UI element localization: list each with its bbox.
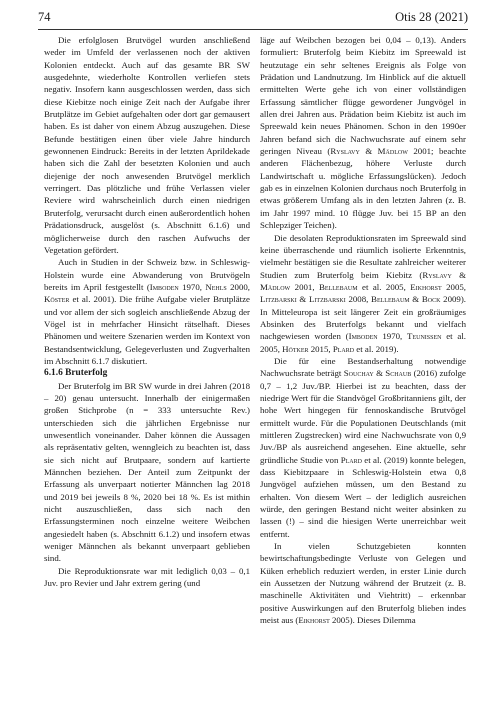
right-column <box>260 34 466 627</box>
citation-author: Litzbarski & Litzbarski <box>260 294 346 305</box>
citation-author: Nehls <box>205 281 227 292</box>
paragraph: Die für eine Bestandserhaltung notwendige Nachwuchsrate beträgt Souchay & Schaub (2016) zufolge 0,7 – 1,2 Juv./BP. Hierbei ist zu beachten, dass der niedrige Wert für die Standvögel Großbritanniens gilt, der hohe Wert hingegen für fennoskandische Brutvögel ermittelt wurde. Für die Populationen Deutschlands (mit mittleren Zugstrecken) wird eine Nachwuchsrate von 0,9 Juv./BP als ausreichend angesehen. Eine aktuelle, sehr gründliche Studie von Plard et al. (2019) konnte belegen, dass Kiebitzpaare in Schleswig-Holstein etwa 0,8 Jungvögel aufziehen müssen, um den Bestand zu erhalten. Von diesem Wert – der lediglich ausreichen würde, den geringen Bestand nicht weiter absinken zu lassen (!) – sind die hiesigen Werte unerreichbar weit entfernt. <box>260 355 466 539</box>
paragraph: Die erfolglosen Brutvögel wurden anschließend weder im Umfeld der verlassenen noch der aktiven Kolonien entdeckt. Auch auf das gesamte BR SW ausgedehnte, wiederholte Kontrollen verliefen stets negativ. Insofern kann ausgeschlossen werden, dass sich diese Kiebitze noch einige Zeit nach der Aufgabe ihrer Brutplätze im Gebiet aufgehalten oder dort gar gemausert haben. Es ist daher von einem Abzug auszugehen. Diese Befunde bestätigen einen über viele Jahre hindurch gewonnenen Eindruck: Bereits in der letzten Aprildekade haben sich die Zahl der besetzten Kolonien und auch diejenige der noch anwesenden Brutvögel merklich verringert. Das plötzliche und frühe Verlassen vieler Reviere wird wahrscheinlich durch einen niedrigen Bruterfolg, verursacht durch einen außerordentlich hohen Prädationsdruck, ausgelöst (s. Abschnitt 6.1.6) und möglicherweise durch den raschen Aufwuchs der Vegetation gefördert. <box>44 35 250 255</box>
paragraph: Die desolaten Reproduktionsraten im Spreewald sind keine überraschende und räumlich isolierte Erkenntnis, vielmehr bestätigen sie die Resultate zahlreicher weiterer Studien zum Bruterfolg beim Kiebitz (Ryslavy & Mädlow 2001, Bellebaum et al. 2005, Eikhorst 2005, Litzbarski & Litzbarski 2008, Bellebaum & Bock 2009). In Mitteleuropa ist seit längerer Zeit ein großräumiges Absinken des Bruterfolgs bekannt und vielfach nachgewiesen worden (Imboden 1970, Teunissen et al. 2005, Hötker 2015, Plard et al. 2019). <box>260 232 467 354</box>
citation-author: Köster <box>44 294 70 305</box>
citation-author: Imboden <box>348 331 378 342</box>
paragraph: Die Reproduktionsrate war mit lediglich 0,03 – 0,1 Juv. pro Revier und Jahr extrem gering (und <box>44 565 250 589</box>
citation-author: Eikhorst <box>410 281 442 292</box>
journal-citation: Otis 28 (2021) <box>395 10 468 24</box>
citation-author: Hötker <box>282 343 309 354</box>
citation-author: Souchay & Schaub <box>343 368 412 379</box>
citation-author: Teunissen <box>407 331 442 342</box>
citation-author: Eikhorst <box>298 615 330 626</box>
left-column <box>44 34 250 589</box>
running-header <box>38 10 468 28</box>
paragraph: läge auf Weibchen bezogen bei 0,04 – 0,13). Anders formuliert: Bruterfolg beim Kiebitz im Spreewald ist heutzutage ein sehr seltenes Ereignis als Folge von Prädation und Landnutzung. Im Hinblick auf die aktuell ermittelten Werte gehe ich von einer vollständigen Erfassung sämtlicher flügge gewordener Jungvögel in allen drei Jahren aus. Prädation beim Kiebitz ist auch im Spreewald kein neues Phänomen. Schon in den 1990er Jahren befand sich die Nachwuchsrate auf einem sehr geringen Niveau (Ryslavy & Mädlow 2001; beachte anderen Flächenbezug, höhere Verluste durch Landwirtschaft u. mögliche Erfassungslücken). Jedoch gab es in einzelnen Kolonien durchaus noch Bruterfolg in etwas größerem Umfang als in den letzten Jahren (z. B. im Jahr 1997 mind. 10 flügge Juv. bei 15 BP an den Schlepziger Teichen). <box>260 35 466 231</box>
paragraph: Der Bruterfolg im BR SW wurde in drei Jahren (2018 – 20) genau untersucht. Innerhalb der einigermaßen großen Stichprobe (n = 333 untersuchte Rev.) unterschieden sich die jährlichen Ergebnisse nur unwesentlich voneinander. Daher können die Aussagen als repräsentativ gelten, wenngleich zu beachten ist, dass sie sich nicht auf Brutpaare, sondern auf kartierte Männchen beziehen. Der Anteil zum Zeitpunkt der Erfassung als unverpaart notierter Männchen lag 2018 und 2019 bei jeweils 8 %, 2020 bei 18 %. Es ist mithin nicht auszuschließen, dass sich nach den Erfassungsterminen noch einzelne weitere Weibchen angesiedelt haben (s. Abschnitt 6.1.2) und insofern etwas weniger Männchen als bekannt unverpaart geblieben sind. <box>44 380 250 564</box>
citation-author: Ryslavy & Mädlow <box>260 269 466 292</box>
citation-author: Imboden <box>149 281 179 292</box>
paragraph: Auch in Studien in der Schweiz bzw. in Schleswig-Holstein wurde eine Abwanderung von Brutvögeln bereits im April festgestellt (Imboden 1970, Nehls 2000, Köster et al. 2001). Die frühe Aufgabe vieler Brutplätze und vor allem der sich sogleich anschließende Abzug der Vögel ist in mehrfacher Hinsicht rätselhaft. Dieses Phänomen und weitere Szenarien werden im Kontext von Bestandsentwicklung, Gelegeverlusten und Zugverhalten im Abschnitt 6.1.7 diskutiert. <box>44 257 251 366</box>
paragraph: In vielen Schutzgebieten konnten bewirtschaftungsbedingte Verluste von Gelegen und Küken erheblich reduziert werden, in erster Linie durch ein Aussetzen der Nutzung während der Brutzeit (z. B. maschinelle Aktivitäten und Viehtritt) – erkennbar positive Auswirkungen auf den Bruterfolg blieben indes meist aus (Eikhorst 2005). Dieses Dilemma <box>260 541 466 626</box>
citation-author: Ryslavy & Mädlow <box>330 146 408 157</box>
section-heading: 6.1.6 Bruterfolg <box>44 368 108 379</box>
page-number: 74 <box>38 10 51 24</box>
citation-author: Bellebaum & Bock <box>371 294 441 305</box>
citation-author: Plard <box>340 454 362 465</box>
citation-author: Bellebaum <box>319 281 358 292</box>
header-rule <box>38 29 468 30</box>
citation-author: Plard <box>332 343 355 354</box>
